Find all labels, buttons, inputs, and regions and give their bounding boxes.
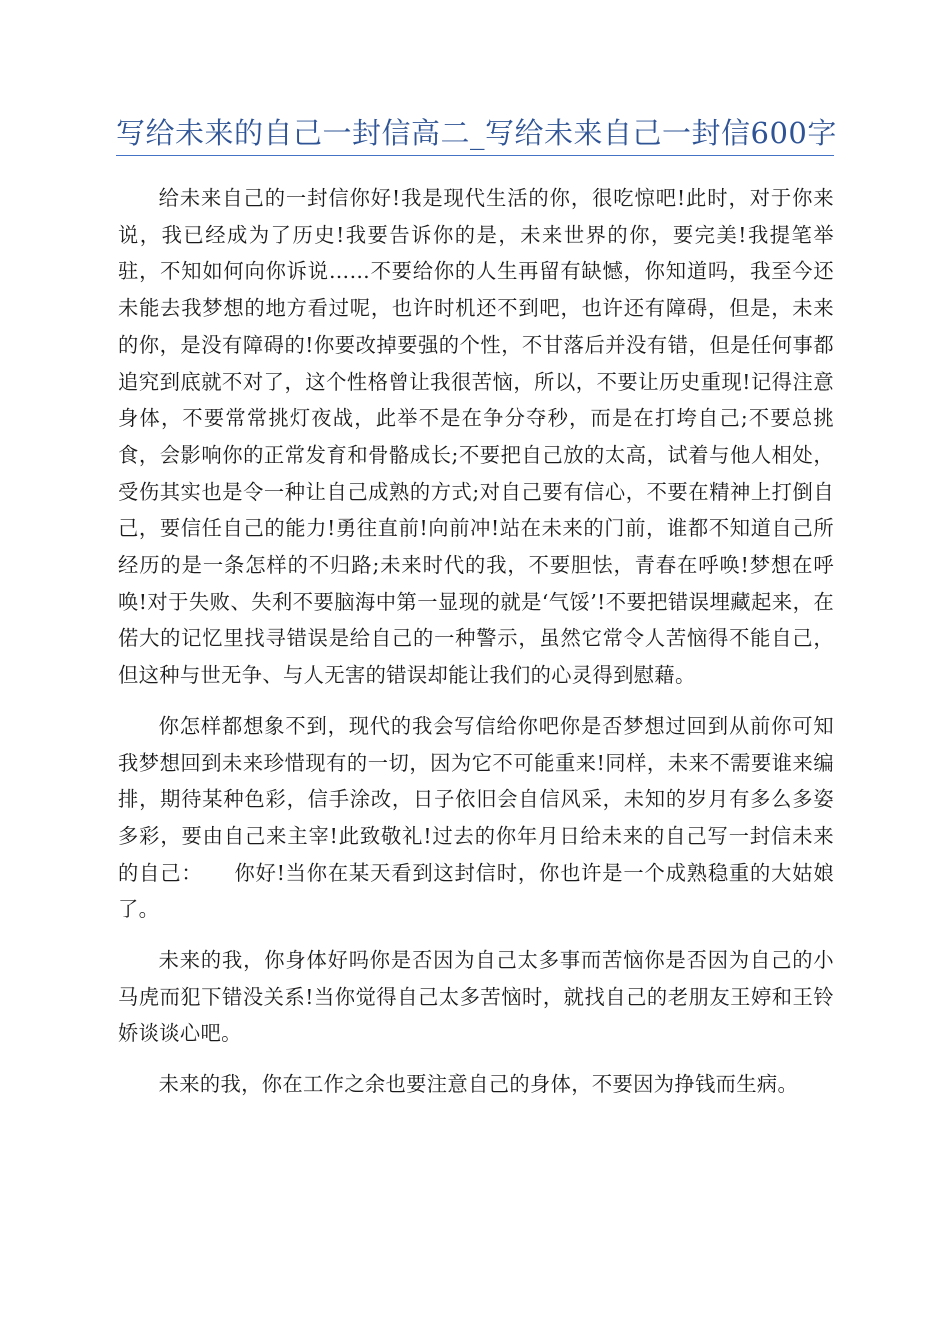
title-underline [116, 155, 834, 156]
document-body [118, 180, 834, 1117]
paragraph-3: 未来的我，你身体好吗你是否因为自己太多事而苦恼你是否因为自己的小马虎而犯下错没关系!当你觉得自己太多苦恼时，就找自己的老朋友王婷和王铃娇谈谈心吧。 [118, 948, 834, 1046]
paragraph-1: 给未来自己的一封信你好!我是现代生活的你，很吃惊吧!此时，对于你来说，我已经成为了历史!我要告诉你的是，未来世界的你，要完美!我提笔举驻，不知如何向你诉说……不要给你的人生再留有缺憾，你知道吗，我至今还未能去我梦想的地方看过呢，也许时机还不到吧，也许还有障碍，但是，未来的你，是没有障碍的!你要改掉要强的个性，不甘落后并没有错，但是任何事都追究到底就不对了，这个性格曾让我很苦恼，所以，不要让历史重现!记得注意身体，不要常常挑灯夜战，此举不是在争分夺秒，而是在打垮自己;不要总挑食，会影响你的正常发育和骨骼成长;不要把自己放的太高，试着与他人相处，受伤其实也是令一种让自己成熟的方式;对自己要有信心，不要在精神上打倒自己，要信任自己的能力!勇往直前!向前冲!站在未来的门前，谁都不知道自己所经历的是一条怎样的不归路;未来时代的我，不要胆怯，青春在呼唤!梦想在呼唤!对于失败、失利不要脑海中第一显现的就是‘气馁’!不要把错误埋藏起来，在偌大的记忆里找寻错误是给自己的一种警示，虽然它常令人苦恼得不能自己，但这种与世无争、与人无害的错误却能让我们的心灵得到慰藉。 [118, 186, 834, 688]
paragraph-4: 未来的我，你在工作之余也要注意自己的身体，不要因为挣钱而生病。 [158, 1072, 799, 1097]
paragraph-2: 你怎样都想象不到，现代的我会写信给你吧你是否梦想过回到从前你可知我梦想回到未来珍惜现有的一切，因为它不可能重来!同样，未来不需要谁来编排，期待某种色彩，信手涂改，日子依旧会自信风采，未知的岁月有多么多姿多彩，要由自己来主宰!此致敬礼!过去的你年月日给未来的自己写一封信未来的自己： 你好!当你在某天看到这封信时，你也许是一个成熟稳重的大姑娘了。 [118, 713, 834, 922]
document-title: 写给未来的自己一封信高二_写给未来自己一封信600字 [116, 116, 837, 150]
